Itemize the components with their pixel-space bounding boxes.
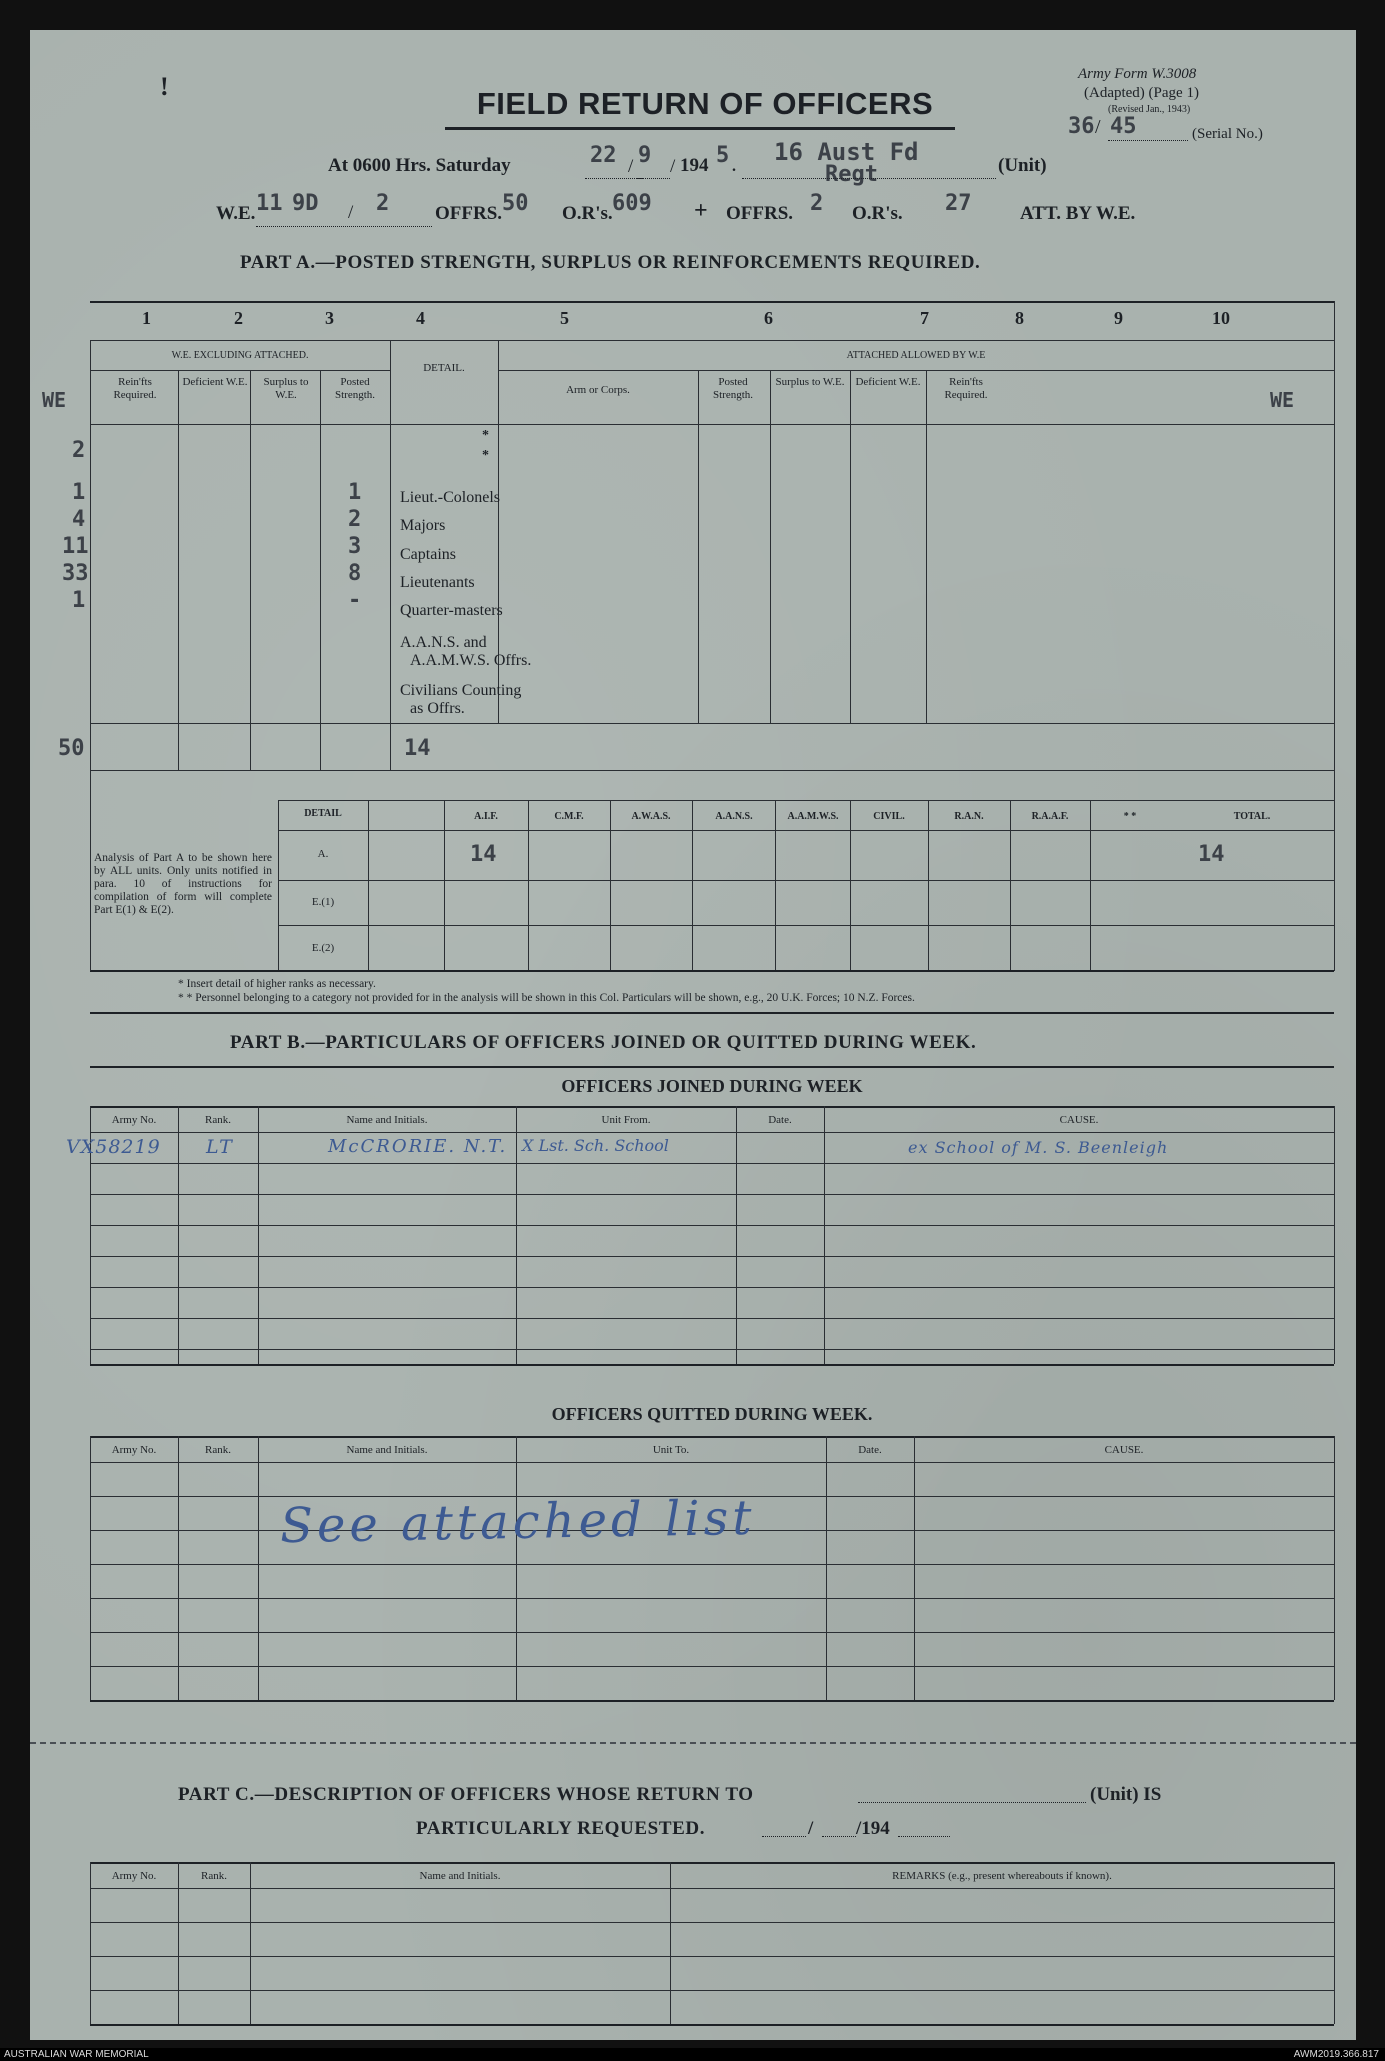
col-head: CAUSE. [1104,1444,1144,1456]
dots [858,1802,1086,1803]
unit-line1: 16 Aust Fd [774,138,919,166]
quitted-title: OFFICERS QUITTED DURING WEEK. [551,1404,873,1424]
col-head: Army No. [111,1114,157,1126]
col-num: 10 [1212,308,1230,328]
row-civ-1: Civilians Counting [400,682,522,699]
row-aans-1: A.A.N.S. and [400,634,487,651]
date-slash2: / [670,156,676,177]
rule [90,1436,1334,1438]
rule [368,800,369,970]
we-lieutenants: 33 [62,561,89,586]
form-number: Army Form W.3008 [1078,66,1197,82]
total-a-value: 14 [1198,842,1225,867]
serial-dots [1108,140,1188,141]
joined-title: OFFICERS JOINED DURING WEEK [561,1076,863,1096]
rule [390,340,391,771]
rule [250,370,251,771]
group-left: W.E. EXCLUDING ATTACHED. [171,350,309,361]
rule [498,370,1334,371]
rule [278,800,1334,801]
rule [258,1106,259,1364]
footnote-2: * * Personnel belonging to a category not provided for in the analysis will be shown in this Col. Particulars will be shown, e.g., 20 U.K. Forces; 10 N.Z. Forces. [178,992,915,1004]
analysis-head: CIVIL. [873,811,905,822]
rule [90,1632,1334,1633]
we-stamp-right: WE [1270,388,1295,412]
analysis-head: R.A.A.F. [1031,811,1069,822]
year-prefix: 194 [680,155,709,176]
rule [90,340,1334,341]
rule [90,1462,1334,1463]
col-head: Rank. [205,1444,231,1456]
head-deficient2: Deficient W.E. [855,376,921,388]
col-head: CAUSE. [1059,1114,1099,1126]
rule [1334,301,1335,771]
rule [178,1862,179,2024]
rule [90,1349,1334,1350]
rule [610,800,611,970]
posted-lieutenants: 8 [348,561,362,586]
rule [90,1862,1334,1864]
analysis-head: * * [1123,811,1137,822]
analysis-head: C.M.F. [554,811,584,822]
we-c: 2 [376,191,390,216]
col-num: 7 [920,308,929,328]
head-surplus: Surplus to W.E. [263,376,309,401]
page-title: FIELD RETURN OF OFFICERS [476,86,934,121]
analysis-head: A.I.F. [474,811,498,822]
part-b-title: PART B.—PARTICULARS OF OFFICERS JOINED OR QUITTED DURING WEEK. [230,1032,977,1053]
col-num: 4 [416,308,425,328]
rule [278,800,279,970]
col-head: Army No. [111,1870,157,1882]
serial-slash: / [1095,116,1101,138]
rule [90,1163,1334,1164]
title-underline [445,127,955,130]
ink-mark: ! [160,72,169,101]
dots [762,1836,806,1837]
joined-army-no: VX58219 [66,1136,161,1158]
col-num: 9 [1114,308,1123,328]
analysis-head: TOTAL. [1233,811,1271,822]
row-qm: Quarter-masters [400,602,503,619]
posted-total: 14 [404,736,431,761]
form-adapted: (Adapted) (Page 1) [1084,85,1199,101]
group-right: ATTACHED ALLOWED BY W.E [846,350,986,361]
rule [258,1436,259,1700]
rule [692,800,693,970]
rule [670,1862,671,2024]
rule [250,1862,251,2024]
rule [90,1436,91,1700]
analysis-head: DETAIL [304,808,342,819]
dots [636,178,670,179]
rule [444,800,445,970]
rule [850,370,851,723]
unit-line2: Regt [825,162,878,187]
perforation-line [30,1742,1356,1744]
rule [90,1256,1334,1257]
unit-label: (Unit) [998,155,1047,176]
we-majors: 4 [72,507,86,532]
col-head: Name and Initials. [419,1870,501,1882]
rule [90,723,1334,724]
dots [256,226,432,227]
rule [90,1066,1334,1068]
head-reinf: Rein'fts Required. [113,376,157,401]
rule [90,1666,1334,1667]
head-surplus2: Surplus to W.E. [775,376,845,388]
rule [850,800,851,970]
dots [822,1836,856,1837]
rule [90,1225,1334,1226]
rule [516,1106,517,1364]
dots [898,1836,950,1837]
col-head: REMARKS (e.g., present whereabouts if known). [892,1870,1112,1882]
rule [826,1436,827,1700]
row-civ-2: as Offrs. [410,700,465,717]
rule [90,1132,1334,1133]
star-2: * [482,448,489,463]
ors-val: 609 [612,191,652,216]
rule [90,1700,1334,1702]
rule [320,370,321,771]
date-month: 9 [638,143,652,168]
rule [770,370,771,723]
row-lieutenants: Lieutenants [400,574,475,591]
part-c-year: /194 [856,1818,890,1839]
ors-label: O.R's. [562,203,613,224]
we-lt-col: 1 [72,480,86,505]
head-posted: Posted Strength. [334,376,376,401]
rule [90,1862,91,2024]
joined-rank: LT [206,1136,234,1158]
serial-b: 45 [1110,114,1137,139]
we-top-mark: 2 [72,438,86,463]
rule [90,340,91,771]
col-head: Date. [768,1114,792,1126]
col-num: 2 [234,308,243,328]
analysis-row-a: A. [317,848,329,860]
row-aans-2: A.A.M.W.S. Offrs. [410,652,532,669]
rule [178,1106,179,1364]
rule [278,830,1334,831]
posted-lt-col: 1 [348,480,362,505]
we-total: 50 [58,736,85,761]
posted-majors: 2 [348,507,362,532]
ors2-label: O.R's. [852,203,903,224]
rule [90,771,91,971]
offrs-label: OFFRS. [435,203,503,224]
serial-a: 36 [1068,114,1095,139]
rule [178,370,179,771]
head-deficient: Deficient W.E. [182,376,248,388]
rule [1090,800,1091,970]
rule [516,1436,517,1700]
rule [90,1598,1334,1599]
head-posted2: Posted Strength. [712,376,754,401]
period: . [732,158,736,175]
part-c-line2a: PARTICULARLY REQUESTED. [416,1818,706,1839]
rule [90,1194,1334,1195]
rule [824,1106,825,1364]
rule [90,1012,1334,1014]
rule [928,800,929,970]
serial-label: (Serial No.) [1192,126,1263,142]
rule [90,1318,1334,1319]
rule [775,800,776,970]
col-head: Army No. [111,1444,157,1456]
row-majors: Majors [400,517,446,534]
part-c-line1b: (Unit) IS [1090,1784,1162,1805]
rule [90,1364,1334,1366]
footer-right: AWM2019.366.817 [1293,2049,1379,2060]
col-num: 3 [325,308,334,328]
offrs2-label: OFFRS. [726,203,794,224]
joined-name: McCRORIE. N.T. [328,1136,508,1157]
archive-footer [0,2048,1385,2061]
dots [585,178,643,179]
col-head: Unit To. [652,1444,690,1456]
rule [1334,1106,1335,1364]
col-num: 1 [142,308,151,328]
part-c-line1a: PART C.—DESCRIPTION OF OFFICERS WHOSE RETURN TO [178,1784,754,1805]
rule [698,370,699,723]
rule [90,1106,1334,1108]
col-num: 6 [764,308,773,328]
analysis-head: R.A.N. [954,811,984,822]
rule [178,1436,179,1700]
rule [1334,1862,1335,2024]
date-day: 22 [590,143,617,168]
col-head: Unit From. [601,1114,651,1126]
analysis-head: A.A.M.W.S. [787,811,839,822]
posted-qm: - [348,588,362,613]
rule [90,970,1334,972]
analysis-note: Analysis of Part A to be shown here by ALL units. Only units notified in para. 10 of instructions for compilation of form will complete Part E(1) & E(2). [94,852,272,916]
we-b: 9D [292,191,319,216]
we-label: W.E. [216,203,256,224]
offrs-val: 50 [502,191,529,216]
footer-left: AUSTRALIAN WAR MEMORIAL [4,2049,149,2060]
rule [926,370,927,723]
rule [914,1436,915,1700]
col-num: 5 [560,308,569,328]
rule [278,925,1334,926]
rule [90,370,390,371]
rule [1334,771,1335,971]
at-label: At 0600 Hrs. Saturday [328,155,511,176]
rule [528,800,529,970]
head-detail: DETAIL. [423,362,465,374]
rule [90,1287,1334,1288]
col-num: 8 [1015,308,1024,328]
col-head: Name and Initials. [346,1444,428,1456]
we-stamp-left: WE [42,388,67,412]
form-page [30,30,1356,2040]
row-lt-col: Lieut.-Colonels [400,489,500,506]
joined-unit-from: X Lst. Sch. School [522,1136,669,1155]
rule [90,1956,1334,1957]
part-a-title: PART A.—POSTED STRENGTH, SURPLUS OR REINFORCEMENTS REQUIRED. [240,252,981,273]
year-digit: 5 [716,143,730,168]
date-slash: / [628,156,634,177]
rule [90,1922,1334,1923]
aif-a-value: 14 [470,842,497,867]
dots [742,178,996,179]
head-arm: Arm or Corps. [566,384,630,396]
we-captains: 11 [62,534,89,559]
rule [1010,800,1011,970]
analysis-row-e1: E.(1) [311,896,335,908]
rule [90,770,1334,771]
rule [1334,1436,1335,1700]
we-qm: 1 [72,588,86,613]
plus-sign: + [694,198,708,224]
rule [90,1888,1334,1889]
rule [90,2024,1334,2026]
col-head: Date. [858,1444,882,1456]
row-captains: Captains [400,546,456,563]
rule [90,301,1334,303]
analysis-head: A.W.A.S. [631,811,671,822]
joined-cause: ex School of M. S. Beenleigh [908,1138,1169,1157]
rule [736,1106,737,1364]
footnote-1: * Insert detail of higher ranks as necessary. [178,978,376,990]
star-1: * [482,428,489,443]
col-head: Rank. [205,1114,231,1126]
form-revised: (Revised Jan., 1943) [1108,104,1191,115]
slash: / [348,202,354,223]
head-reinf2: Rein'fts Required. [944,376,988,401]
col-head: Name and Initials. [346,1114,428,1126]
col-head: Rank. [201,1870,227,1882]
analysis-row-e2: E.(2) [311,942,335,954]
quitted-note: See attached list [279,1489,757,1555]
rule [278,880,1334,881]
offrs2-val: 2 [810,191,824,216]
we-a: 11 [256,191,283,216]
ors2-val: 27 [945,191,972,216]
part-c-slash: / [808,1818,814,1839]
rule [90,424,1334,425]
posted-captains: 3 [348,534,362,559]
att-label: ATT. BY W.E. [1020,203,1136,224]
rule [90,1990,1334,1991]
rule [90,1564,1334,1565]
analysis-head: A.A.N.S. [715,811,753,822]
